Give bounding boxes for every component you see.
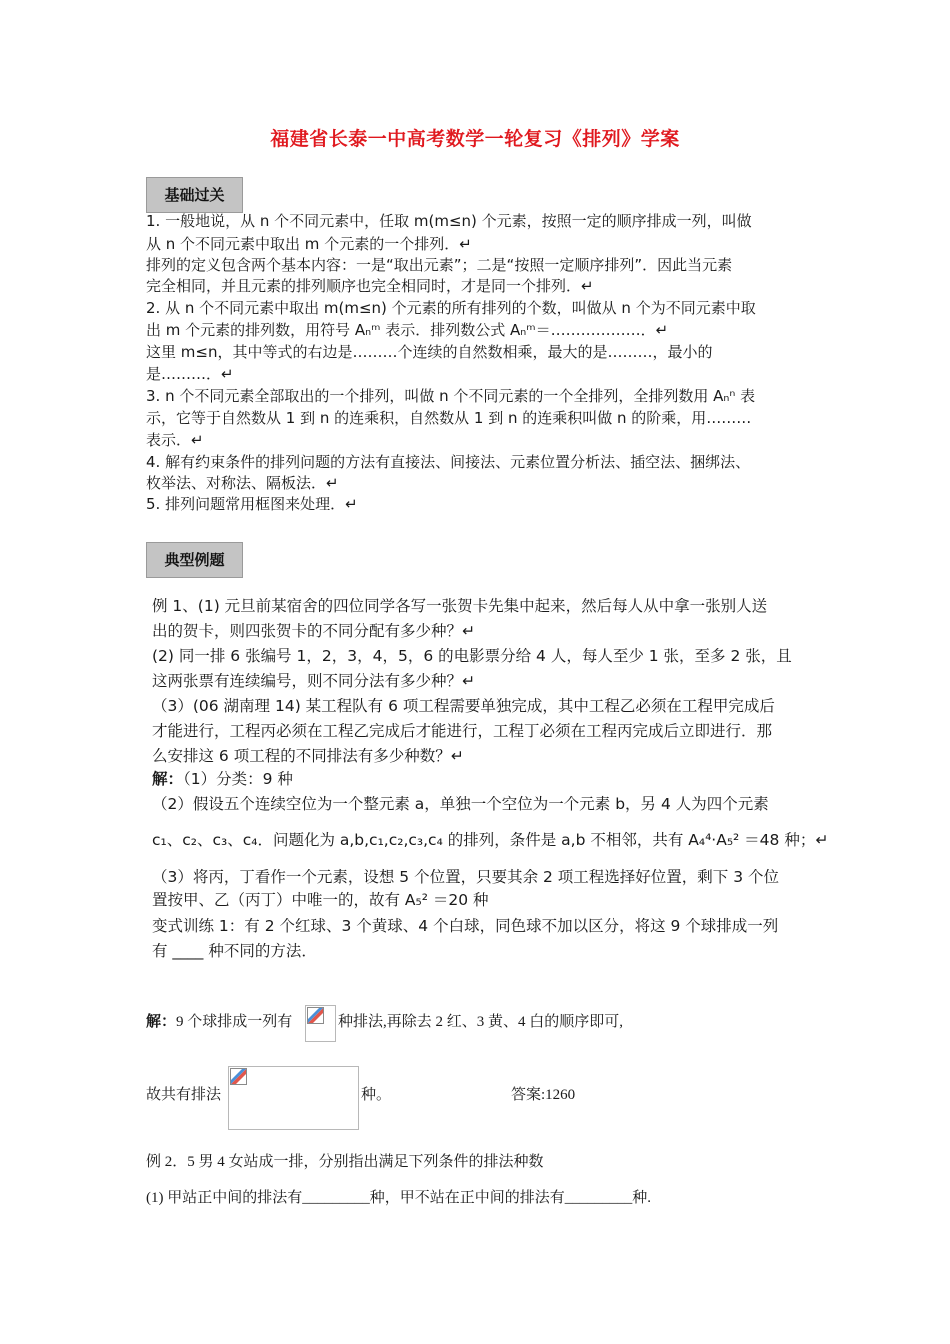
example-line: (2) 同一排 6 张编号 1，2，3，4，5，6 的电影票分给 4 人，每人至少 1 张，至多 2 张，且 [152, 647, 792, 665]
image-placeholder-icon [230, 1068, 247, 1085]
solution-1-text: （1）分类：9 种 [183, 770, 293, 788]
answer-line1-post: 种排法,再除去 2 红、3 黄、4 白的顺序即可, [338, 1014, 624, 1030]
section-tag-examples: 典型例题 [146, 542, 243, 578]
answer-line2-post: 种。 [361, 1087, 392, 1103]
basics-line: 从 n 个不同元素中取出 m 个元素的一个排列．↵ [146, 235, 472, 253]
basics-line: 完全相同，并且元素的排列顺序也完全相同时，才是同一个排列．↵ [146, 277, 594, 295]
basics-line: 2. 从 n 个不同元素中取出 m(m≤n) 个元素的所有排列的个数，叫做从 n 个为不同元素中取 [146, 299, 756, 317]
formula-image-1 [305, 1005, 336, 1042]
basics-line: 4. 解有约束条件的排列问题的方法有直接法、间接法、元素位置分析法、插空法、捆绑法、 [146, 453, 751, 471]
basics-line: 是………．↵ [146, 365, 234, 383]
solution-line-3a: （3）将丙，丁看作一个元素，设想 5 个位置，只要其余 2 项工程选择好位置，剩下 3 个位 [152, 868, 780, 886]
formula-image-2 [228, 1066, 359, 1130]
example-line: 这两张票有连续编号，则不同分法有多少种？↵ [152, 672, 475, 690]
example-line: 例 1、(1) 元旦前某宿舍的四位同学各写一张贺卡先集中起来，然后每人从中拿一张别人送 [152, 597, 768, 615]
basics-line: 示，它等于自然数从 1 到 n 的连乘积，自然数从 1 到 n 的连乘积叫做 n 的阶乘，用……… [146, 409, 752, 427]
example-line: 么安排这 6 项工程的不同排法有多少种数？↵ [152, 747, 464, 765]
example2-line-2: (1) 甲站正中间的排法有_________种，甲不站在正中间的排法有_________种. [146, 1190, 651, 1206]
solution-line-2a: （2）假设五个连续空位为一个整元素 a，单独一个空位为一个元素 b，另 4 人为四个元素 [152, 795, 769, 813]
section-tag-basics: 基础过关 [146, 177, 243, 213]
basics-line: 枚举法、对称法、隔板法．↵ [146, 474, 339, 492]
basics-line: 排列的定义包含两个基本内容：一是“取出元素”；二是“按照一定顺序排列”．因此当元素 [146, 256, 733, 274]
answer-label: 解： [146, 1014, 177, 1030]
answer-line2-pre: 故共有排法 [146, 1087, 222, 1103]
variant-line-a: 变式训练 1：有 2 个红球、3 个黄球、4 个白球，同色球不加以区分，将这 9 个球排成一列 [152, 917, 779, 935]
example-line: （3）(06 湖南理 14) 某工程队有 6 项工程需要单独完成，其中工程乙必须在工程甲完成后 [152, 697, 775, 715]
page-title: 福建省长泰一中高考数学一轮复习《排列》学案 [270, 128, 680, 150]
example2-line-1: 例 2．5 男 4 女站成一排，分别指出满足下列条件的排法种数 [146, 1154, 544, 1170]
answer-value: 答案:1260 [511, 1087, 576, 1103]
answer-line-1 [146, 1010, 292, 1031]
answer-line1-pre: 9 个球排成一列有 [176, 1014, 293, 1030]
basics-line: 1. 一般地说，从 n 个不同元素中，任取 m(m≤n) 个元素，按照一定的顺序排成一列，叫做 [146, 212, 752, 230]
example-line: 才能进行，工程丙必须在工程乙完成后才能进行，工程丁必须在工程丙完成后立即进行．那 [152, 722, 773, 740]
example-line: 出的贺卡，则四张贺卡的不同分配有多少种？↵ [152, 622, 475, 640]
image-placeholder-icon [307, 1007, 324, 1024]
basics-line: 3. n 个不同元素全部取出的一个排列，叫做 n 个不同元素的一个全排列，全排列数用 Aₙⁿ 表 [146, 387, 756, 405]
basics-line: 这里 m≤n，其中等式的右边是………个连续的自然数相乘，最大的是………，最小的 [146, 343, 713, 361]
solution-line-1 [152, 768, 293, 790]
solution-line-3b: 置按甲、乙（丙丁）中唯一的，故有 A₅² ＝20 种 [152, 891, 489, 909]
basics-line: 5. 排列问题常用框图来处理．↵ [146, 495, 358, 513]
solution-line-2b: c₁、c₂、c₃、c₄．问题化为 a,b,c₁,c₂,c₃,c₄ 的排列，条件是 a,b 不相邻，共有 A₄⁴·A₅² ＝48 种；↵ [152, 831, 829, 849]
solution-label: 解： [152, 770, 184, 788]
basics-line: 出 m 个元素的排列数，用符号 Aₙᵐ 表示．排列数公式 Aₙᵐ＝………………．↵ [146, 321, 669, 339]
basics-line: 表示．↵ [146, 431, 204, 449]
variant-line-b: 有 ____ 种不同的方法． [152, 942, 317, 960]
